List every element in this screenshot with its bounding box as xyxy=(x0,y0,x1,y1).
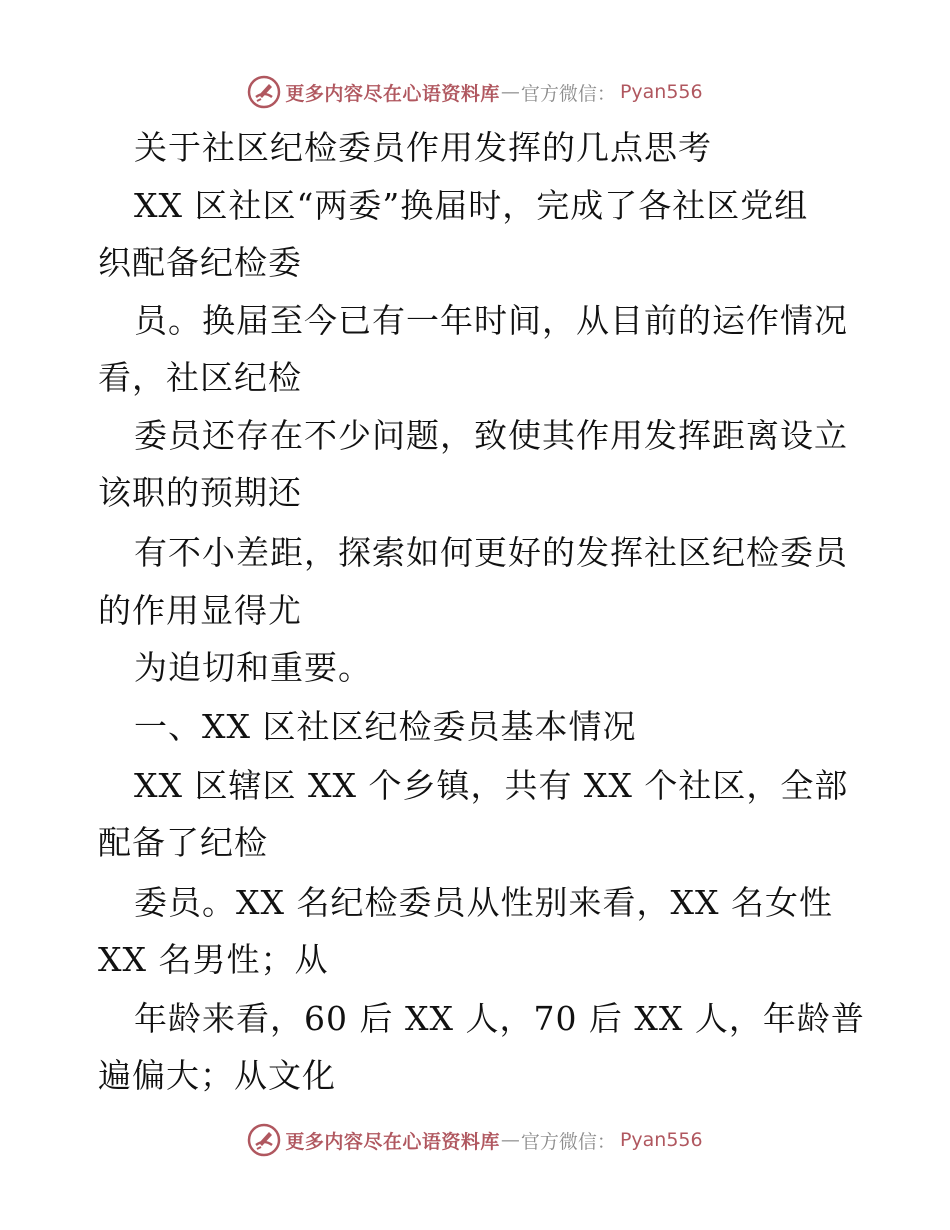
paragraph-line: 委员。XX 名纪检委员从性别来看，XX 名女性 xyxy=(134,883,833,922)
paragraph-line: XX 名男性；从 xyxy=(98,940,329,979)
paragraph-line: 看，社区纪检 xyxy=(98,358,302,397)
paragraph-line: 为迫切和重要。 xyxy=(134,648,372,687)
document-title: 关于社区纪检委员作用发挥的几点思考 xyxy=(134,128,712,167)
banner-main-text: 更多内容尽在心语资料库 xyxy=(285,1130,500,1153)
book-pen-logo-icon xyxy=(247,1123,281,1157)
paragraph-line: XX 区辖区 XX 个乡镇，共有 XX 个社区，全部 xyxy=(134,766,849,805)
footer-watermark-banner xyxy=(0,1120,950,1160)
book-pen-logo-icon xyxy=(247,75,281,109)
banner-dash: — xyxy=(500,81,520,103)
banner-dash: — xyxy=(500,1129,520,1151)
banner-contact-id: Pyan556 xyxy=(619,81,703,103)
header-watermark-banner xyxy=(0,72,950,112)
paragraph-line: 配备了纪检 xyxy=(98,823,268,862)
paragraph-line: 遍偏大；从文化 xyxy=(98,1056,336,1095)
paragraph-line: 该职的预期还 xyxy=(98,473,302,512)
paragraph-line: 有不小差距，探索如何更好的发挥社区纪检委员 xyxy=(134,533,848,572)
paragraph-line: XX 区社区“两委”换届时，完成了各社区党组 xyxy=(134,186,809,225)
paragraph-line: 委员还存在不少问题，致使其作用发挥距离设立 xyxy=(134,416,848,455)
banner-contact-label: 官方微信： xyxy=(520,82,616,105)
banner-main-text: 更多内容尽在心语资料库 xyxy=(285,82,500,105)
paragraph-line: 的作用显得尤 xyxy=(98,591,302,630)
section-heading: 一、XX 区社区纪检委员基本情况 xyxy=(134,707,637,746)
paragraph-line: 年龄来看，60 后 XX 人，70 后 XX 人，年龄普 xyxy=(134,999,865,1038)
banner-contact-label: 官方微信： xyxy=(520,1130,616,1153)
paragraph-line: 织配备纪检委 xyxy=(98,243,302,282)
paragraph-line: 员。换届至今已有一年时间，从目前的运作情况 xyxy=(134,301,848,340)
banner-contact-id: Pyan556 xyxy=(619,1129,703,1151)
